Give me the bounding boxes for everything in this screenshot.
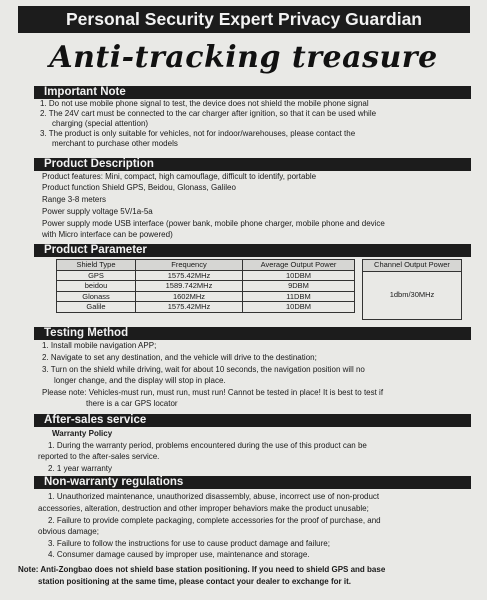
parameter-table-header-row [57, 260, 355, 271]
channel-output-power-value: 1dbm/30MHz [389, 290, 435, 299]
product-description-heading: Product Description [34, 158, 471, 171]
column-header-shield-type: Shield Type [57, 260, 136, 271]
nonwarranty-line-4: obvious damage; [38, 527, 99, 536]
table-cell: 1575.42MHz [136, 302, 243, 313]
table-row [57, 270, 355, 281]
important-note-heading: Important Note [34, 86, 471, 99]
testing-line-4: longer change, and the display will stop in place. [54, 376, 226, 385]
description-line-2: Product function Shield GPS, Beidou, Glonass, Galileo [42, 183, 236, 192]
table-row [57, 302, 355, 313]
testing-method-heading: Testing Method [34, 327, 471, 340]
important-line-2: 2. The 24V cart must be connected to the car charger after ignition, so that it can be used while [40, 109, 377, 118]
nonwarranty-line-6: 4. Consumer damage caused by improper use, maintenance and storage. [48, 550, 310, 559]
testing-line-5: Please note: Vehicles-must run, must run, must run! Cannot be tested in place! It is best to test if [42, 388, 384, 397]
description-line-6: with Micro interface can be powered) [42, 230, 173, 239]
description-line-3: Range 3-8 meters [42, 195, 107, 204]
headline: Anti-tracking treasure [49, 40, 438, 75]
note-line-2: station positioning at the same time, please contact your dealer to exchange for it. [38, 577, 351, 586]
important-line-3: charging (special attention) [52, 119, 149, 128]
aftersales-line-3: 2. 1 year warranty [48, 464, 113, 473]
channel-output-power-box [362, 259, 462, 320]
table-cell: 10DBM [243, 270, 355, 281]
column-header-frequency: Frequency [136, 260, 243, 271]
nonwarranty-line-3: 2. Failure to provide complete packaging, complete accessories for the proof of purchase, and [48, 516, 381, 525]
important-line-4: 3. The product is only suitable for vehicles, not for indoor/warehouses, please contact the [40, 129, 356, 138]
testing-line-3: 3. Turn on the shield while driving, wait for about 10 seconds, the navigation position will no [42, 365, 365, 374]
table-cell: Galile [57, 302, 136, 313]
nonwarranty-line-2: accessories, alteration, destruction and other improper behaviors make the product unusable; [38, 504, 369, 513]
table-cell: beidou [57, 281, 136, 292]
table-row [57, 291, 355, 302]
after-sales-heading: After-sales service [34, 414, 471, 427]
column-header-average-output-power: Average Output Power [243, 260, 355, 271]
channel-output-power-header: Channel Output Power [363, 260, 461, 272]
aftersales-line-2: reported to the after-sales service. [38, 452, 160, 461]
warranty-policy-title: Warranty Policy [52, 429, 113, 438]
testing-line-2: 2. Navigate to set any destination, and the vehicle will drive to the destination; [42, 353, 317, 362]
table-cell: 1602MHz [136, 291, 243, 302]
note-line-1: Note: Anti-Zongbao does not shield base station positioning. If you need to shield GPS and base [18, 565, 386, 574]
parameter-table [56, 259, 355, 313]
table-cell: Glonass [57, 291, 136, 302]
product-parameter-heading: Product Parameter [34, 244, 471, 257]
table-cell: 10DBM [243, 302, 355, 313]
nonwarranty-line-5: 3. Failure to follow the instructions for use to cause product damage and failure; [48, 539, 330, 548]
table-cell: 1589.742MHz [136, 281, 243, 292]
testing-line-6: there is a car GPS locator [86, 399, 178, 408]
aftersales-line-1: 1. During the warranty period, problems encountered during the use of this product can be [48, 441, 367, 450]
description-line-5: Power supply mode USB interface (power bank, mobile phone charger, mobile phone and device [42, 219, 385, 228]
description-line-1: Product features: Mini, compact, high camouflage, difficult to identify, portable [42, 172, 317, 181]
table-cell: 9DBM [243, 281, 355, 292]
important-line-1: 1. Do not use mobile phone signal to test, the device does not shield the mobile phone signal [40, 99, 369, 108]
testing-line-1: 1. Install mobile navigation APP; [42, 341, 157, 350]
table-cell: 1575.42MHz [136, 270, 243, 281]
non-warranty-heading: Non-warranty regulations [34, 476, 471, 489]
table-cell: 11DBM [243, 291, 355, 302]
nonwarranty-line-1: 1. Unauthorized maintenance, unauthorized disassembly, abuse, incorrect use of non-product [48, 492, 380, 501]
table-cell: GPS [57, 270, 136, 281]
top-banner: Personal Security Expert Privacy Guardian [18, 6, 470, 33]
important-line-5: merchant to purchase other models [52, 139, 178, 148]
table-row [57, 281, 355, 292]
description-line-4: Power supply voltage 5V/1a-5a [42, 207, 153, 216]
